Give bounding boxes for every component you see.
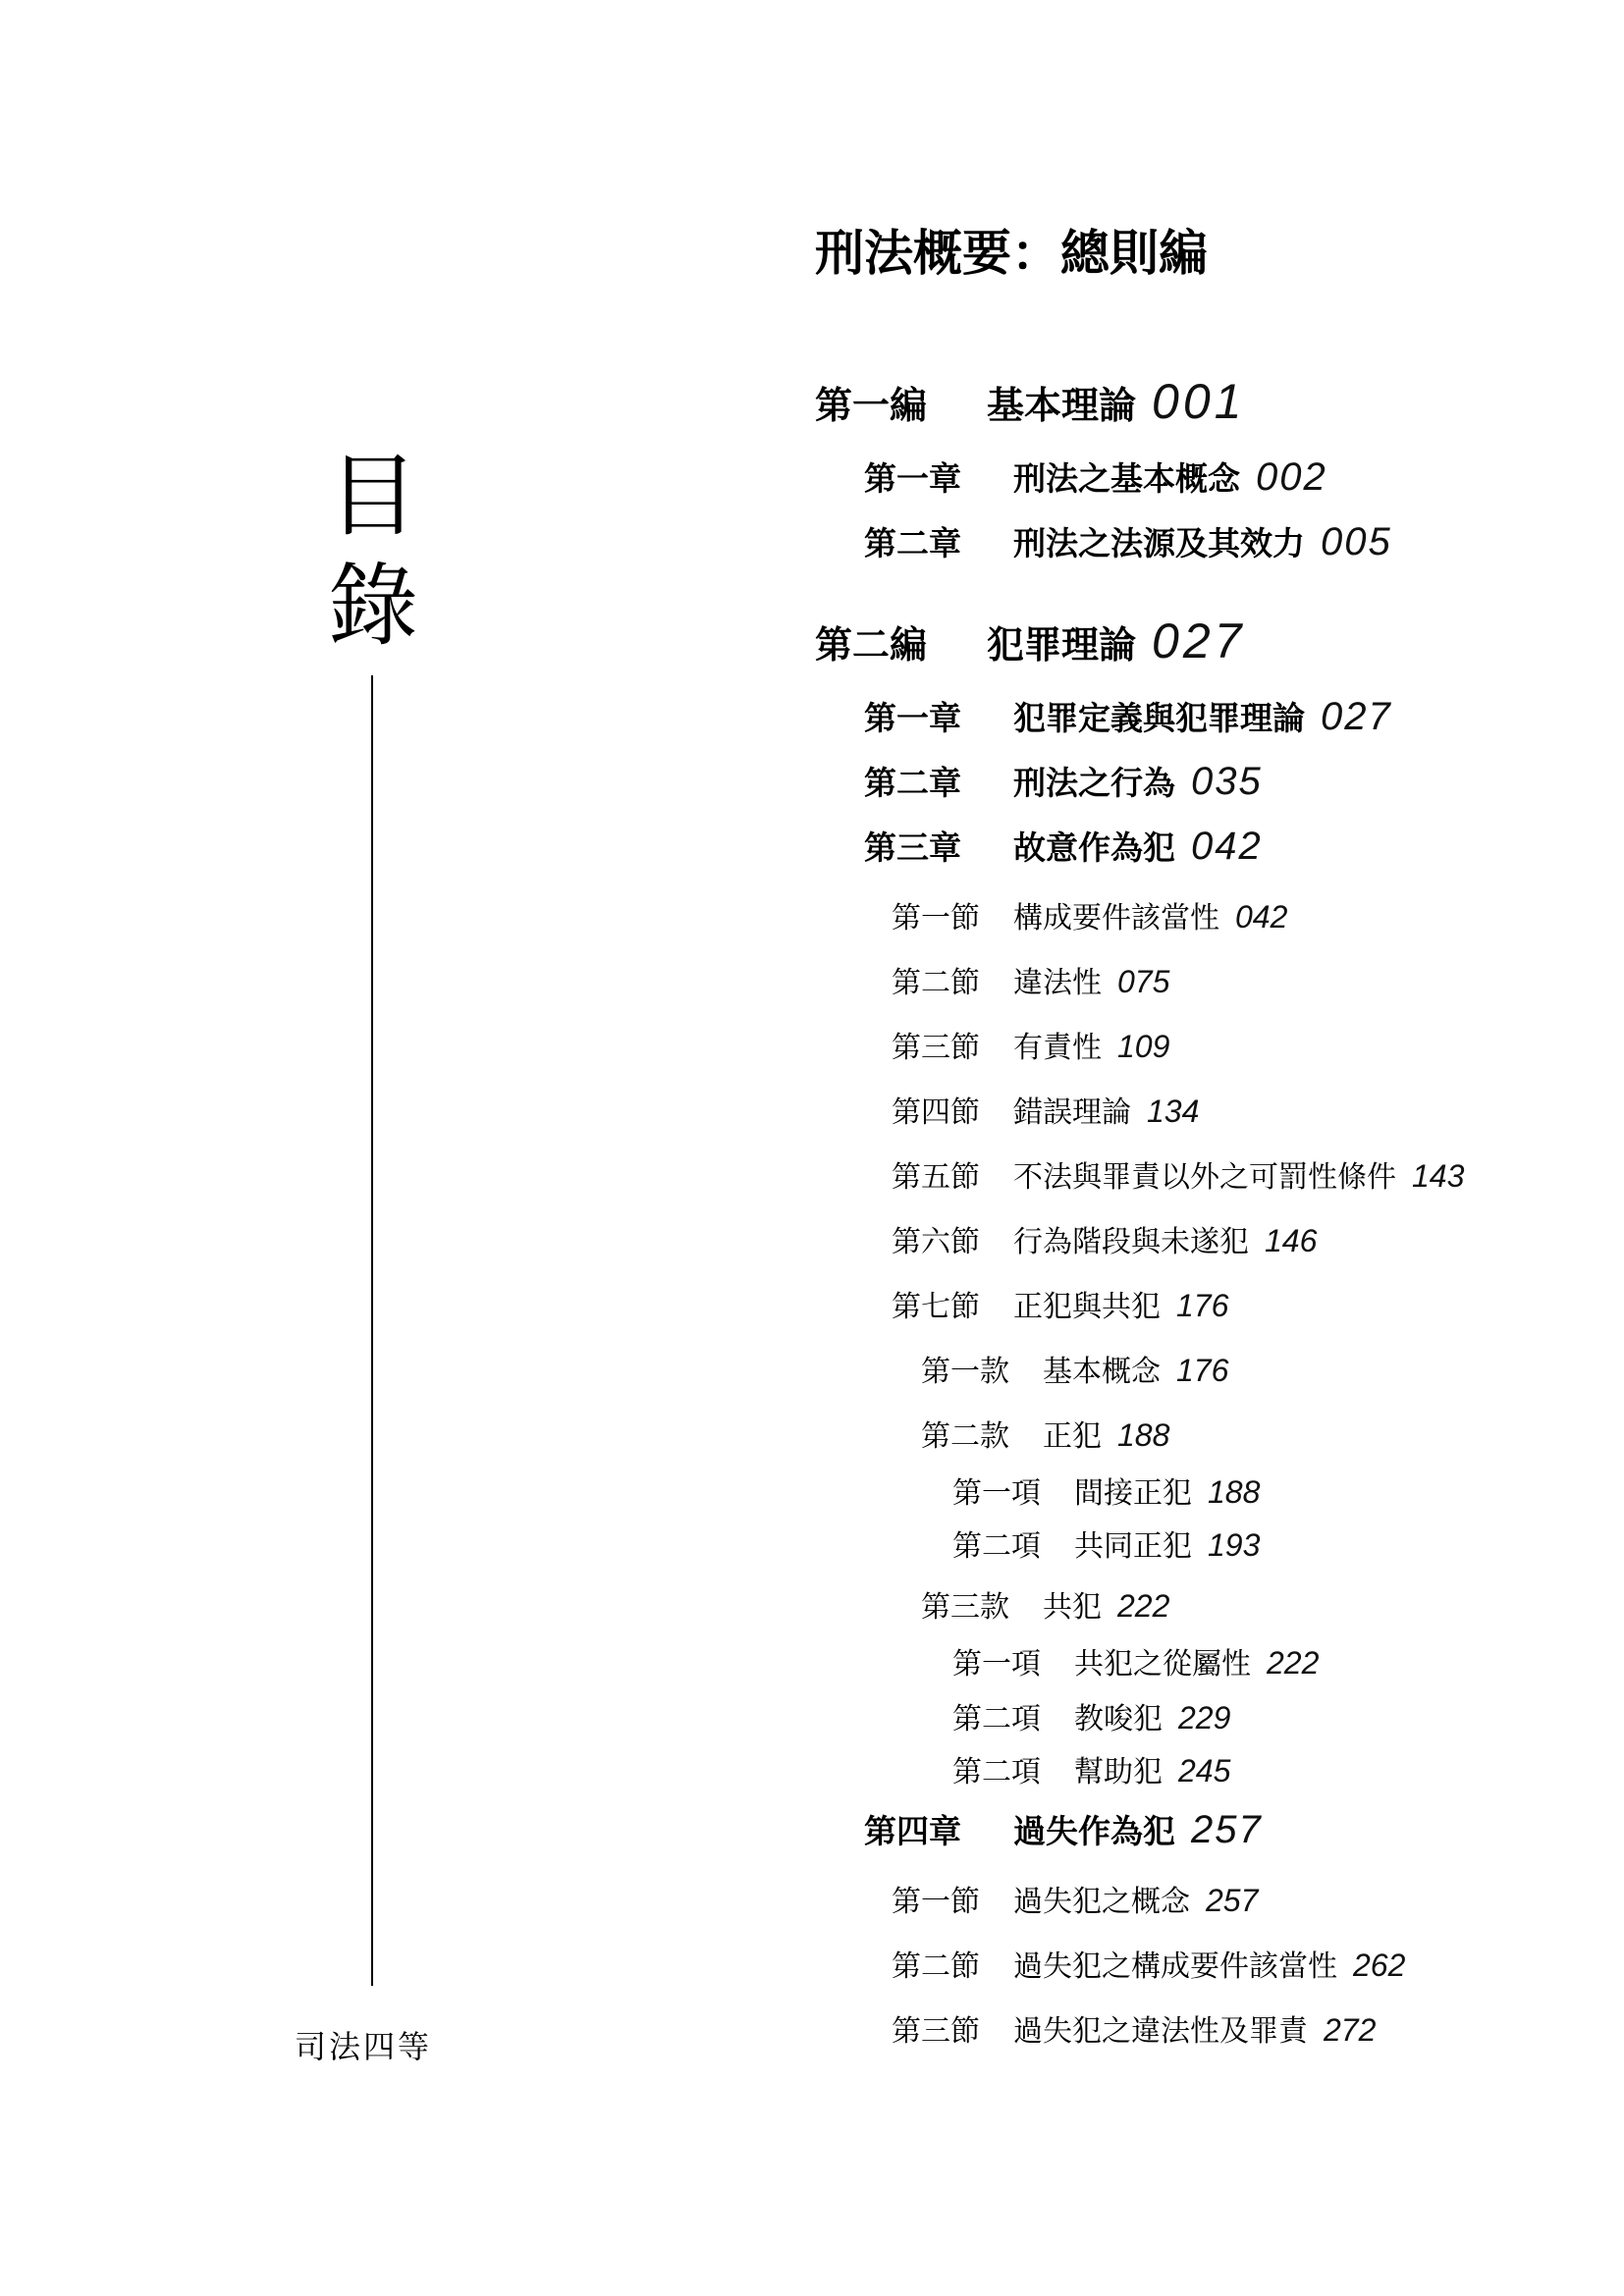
toc-entry-page-number: 245 xyxy=(1178,1753,1231,1789)
toc-entry-part[interactable] xyxy=(815,613,1245,669)
toc-entry-page-number: 042 xyxy=(1191,825,1263,868)
toc-entry-label: 第一款 xyxy=(921,1355,1009,1389)
toc-entry-label: 第一章 xyxy=(864,699,961,737)
toc-entry-title: 基本概念 xyxy=(1043,1355,1161,1389)
toc-entry-chapter[interactable] xyxy=(864,454,1327,500)
toc-entry-section[interactable] xyxy=(892,1942,1405,1985)
toc-entry-page-number: 146 xyxy=(1265,1223,1318,1258)
toc-entry-section[interactable] xyxy=(892,893,1287,936)
toc-entry-page-number: 005 xyxy=(1321,520,1392,563)
toc-entry-label: 第一項 xyxy=(952,1476,1041,1511)
toc-entry-page-number: 176 xyxy=(1176,1353,1229,1388)
toc-entry-part[interactable] xyxy=(815,373,1245,430)
toc-entry-title: 錯誤理論 xyxy=(1013,1095,1131,1130)
toc-entry-page-number: 109 xyxy=(1117,1029,1170,1064)
toc-entry-chapter[interactable] xyxy=(864,518,1392,564)
toc-entry-label: 第三章 xyxy=(864,828,961,867)
toc-entry-clause[interactable] xyxy=(921,1347,1228,1390)
toc-entry-label: 第一編 xyxy=(815,383,928,427)
toc-entry-title: 間接正犯 xyxy=(1074,1476,1192,1511)
toc-entry-title: 有責性 xyxy=(1013,1031,1102,1065)
toc-entry-title: 幫助犯 xyxy=(1074,1755,1163,1789)
toc-entry-label: 第二款 xyxy=(921,1419,1009,1454)
toc-entry-page-number: 134 xyxy=(1147,1094,1200,1129)
toc-entry-label: 第一節 xyxy=(892,1885,980,1919)
toc-entry-title: 行為階段與未遂犯 xyxy=(1013,1225,1249,1259)
toc-entry-section[interactable] xyxy=(892,1088,1199,1131)
toc-entry-chapter[interactable] xyxy=(864,1806,1263,1852)
toc-entry-label: 第一節 xyxy=(892,901,980,935)
toc-entry-section[interactable] xyxy=(892,2006,1376,2050)
toc-entry-item[interactable] xyxy=(952,1747,1230,1790)
toc-entry-title: 刑法之法源及其效力 xyxy=(1013,524,1305,562)
toc-entry-page-number: 002 xyxy=(1256,455,1327,499)
toc-entry-label: 第七節 xyxy=(892,1290,980,1324)
vertical-divider xyxy=(371,675,373,1986)
toc-entry-title: 教唆犯 xyxy=(1074,1702,1163,1736)
toc-entry-chapter[interactable] xyxy=(864,823,1263,869)
toc-entry-page-number: 075 xyxy=(1117,964,1170,999)
toc-entry-title: 刑法之基本概念 xyxy=(1013,459,1240,498)
toc-entry-title: 過失犯之違法性及罪責 xyxy=(1013,2014,1308,2049)
toc-entry-label: 第二章 xyxy=(864,524,961,562)
toc-entry-item[interactable] xyxy=(952,1468,1260,1512)
toc-entry-page-number: 035 xyxy=(1191,760,1263,803)
toc-entry-title: 過失作為犯 xyxy=(1013,1812,1175,1850)
toc-entry-label: 第四節 xyxy=(892,1095,980,1130)
toc-entry-title: 正犯 xyxy=(1043,1419,1102,1454)
toc-entry-label: 第二節 xyxy=(892,966,980,1000)
toc-entry-label: 第五節 xyxy=(892,1160,980,1195)
toc-entry-title: 共同正犯 xyxy=(1074,1529,1192,1564)
contents-heading-char-2: 錄 xyxy=(327,554,418,659)
toc-entry-title: 共犯 xyxy=(1043,1590,1102,1625)
toc-entry-label: 第二節 xyxy=(892,1949,980,1984)
toc-entry-section[interactable] xyxy=(892,1023,1169,1066)
toc-entry-page-number: 027 xyxy=(1321,695,1392,738)
toc-entry-page-number: 262 xyxy=(1353,1948,1406,1983)
toc-entry-page-number: 176 xyxy=(1176,1288,1229,1323)
toc-entry-page-number: 257 xyxy=(1191,1808,1263,1851)
toc-entry-label: 第二項 xyxy=(952,1529,1041,1564)
toc-entry-section[interactable] xyxy=(892,1877,1258,1920)
toc-entry-label: 第三節 xyxy=(892,1031,980,1065)
toc-entry-item[interactable] xyxy=(952,1694,1230,1737)
toc-entry-title: 基本理論 xyxy=(987,383,1137,427)
toc-entry-page-number: 222 xyxy=(1117,1588,1170,1624)
toc-entry-title: 過失犯之概念 xyxy=(1013,1885,1190,1919)
series-label: 司法四等 xyxy=(295,2028,433,2065)
toc-entry-page-number: 193 xyxy=(1208,1527,1261,1563)
toc-entry-label: 第二編 xyxy=(815,622,928,667)
toc-entry-title: 犯罪理論 xyxy=(987,622,1137,667)
toc-entry-page-number: 229 xyxy=(1178,1700,1231,1735)
toc-entry-item[interactable] xyxy=(952,1639,1319,1682)
toc-entry-title: 違法性 xyxy=(1013,966,1102,1000)
book-title: 刑法概要：總則編 xyxy=(815,224,1208,282)
toc-entry-label: 第三節 xyxy=(892,2014,980,2049)
toc-entry-title: 犯罪定義與犯罪理論 xyxy=(1013,699,1305,737)
toc-entry-title: 構成要件該當性 xyxy=(1013,901,1219,935)
toc-entry-page-number: 257 xyxy=(1206,1883,1259,1918)
toc-entry-label: 第二項 xyxy=(952,1702,1041,1736)
toc-entry-label: 第二項 xyxy=(952,1755,1041,1789)
toc-entry-label: 第三款 xyxy=(921,1590,1009,1625)
contents-heading xyxy=(324,442,422,662)
toc-entry-chapter[interactable] xyxy=(864,758,1263,804)
toc-entry-label: 第四章 xyxy=(864,1812,961,1850)
toc-entry-title: 正犯與共犯 xyxy=(1013,1290,1161,1324)
toc-entry-title: 過失犯之構成要件該當性 xyxy=(1013,1949,1337,1984)
toc-entry-label: 第一項 xyxy=(952,1647,1041,1682)
toc-entry-section[interactable] xyxy=(892,1217,1317,1260)
toc-entry-label: 第一章 xyxy=(864,459,961,498)
toc-entry-title: 共犯之從屬性 xyxy=(1074,1647,1251,1682)
toc-entry-page-number: 272 xyxy=(1324,2012,1377,2048)
toc-entry-page-number: 001 xyxy=(1152,374,1246,429)
toc-entry-section[interactable] xyxy=(892,958,1169,1001)
toc-entry-item[interactable] xyxy=(952,1522,1260,1565)
toc-entry-label: 第六節 xyxy=(892,1225,980,1259)
toc-entry-label: 第二章 xyxy=(864,764,961,802)
toc-entry-page-number: 188 xyxy=(1208,1474,1261,1510)
toc-entry-section[interactable] xyxy=(892,1152,1464,1196)
toc-entry-page-number: 027 xyxy=(1152,614,1246,668)
toc-entry-page-number: 143 xyxy=(1412,1158,1465,1194)
toc-entry-title: 不法與罪責以外之可罰性條件 xyxy=(1013,1160,1396,1195)
contents-heading-char-1: 目 xyxy=(327,444,418,549)
toc-entry-page-number: 188 xyxy=(1117,1417,1170,1453)
toc-entry-clause[interactable] xyxy=(921,1412,1169,1455)
toc-entry-section[interactable] xyxy=(892,1282,1228,1325)
toc-entry-page-number: 042 xyxy=(1235,899,1288,934)
toc-entry-chapter[interactable] xyxy=(864,693,1392,739)
toc-entry-clause[interactable] xyxy=(921,1582,1169,1626)
toc-entry-page-number: 222 xyxy=(1267,1645,1320,1681)
toc-entry-title: 故意作為犯 xyxy=(1013,828,1175,867)
toc-entry-title: 刑法之行為 xyxy=(1013,764,1175,802)
